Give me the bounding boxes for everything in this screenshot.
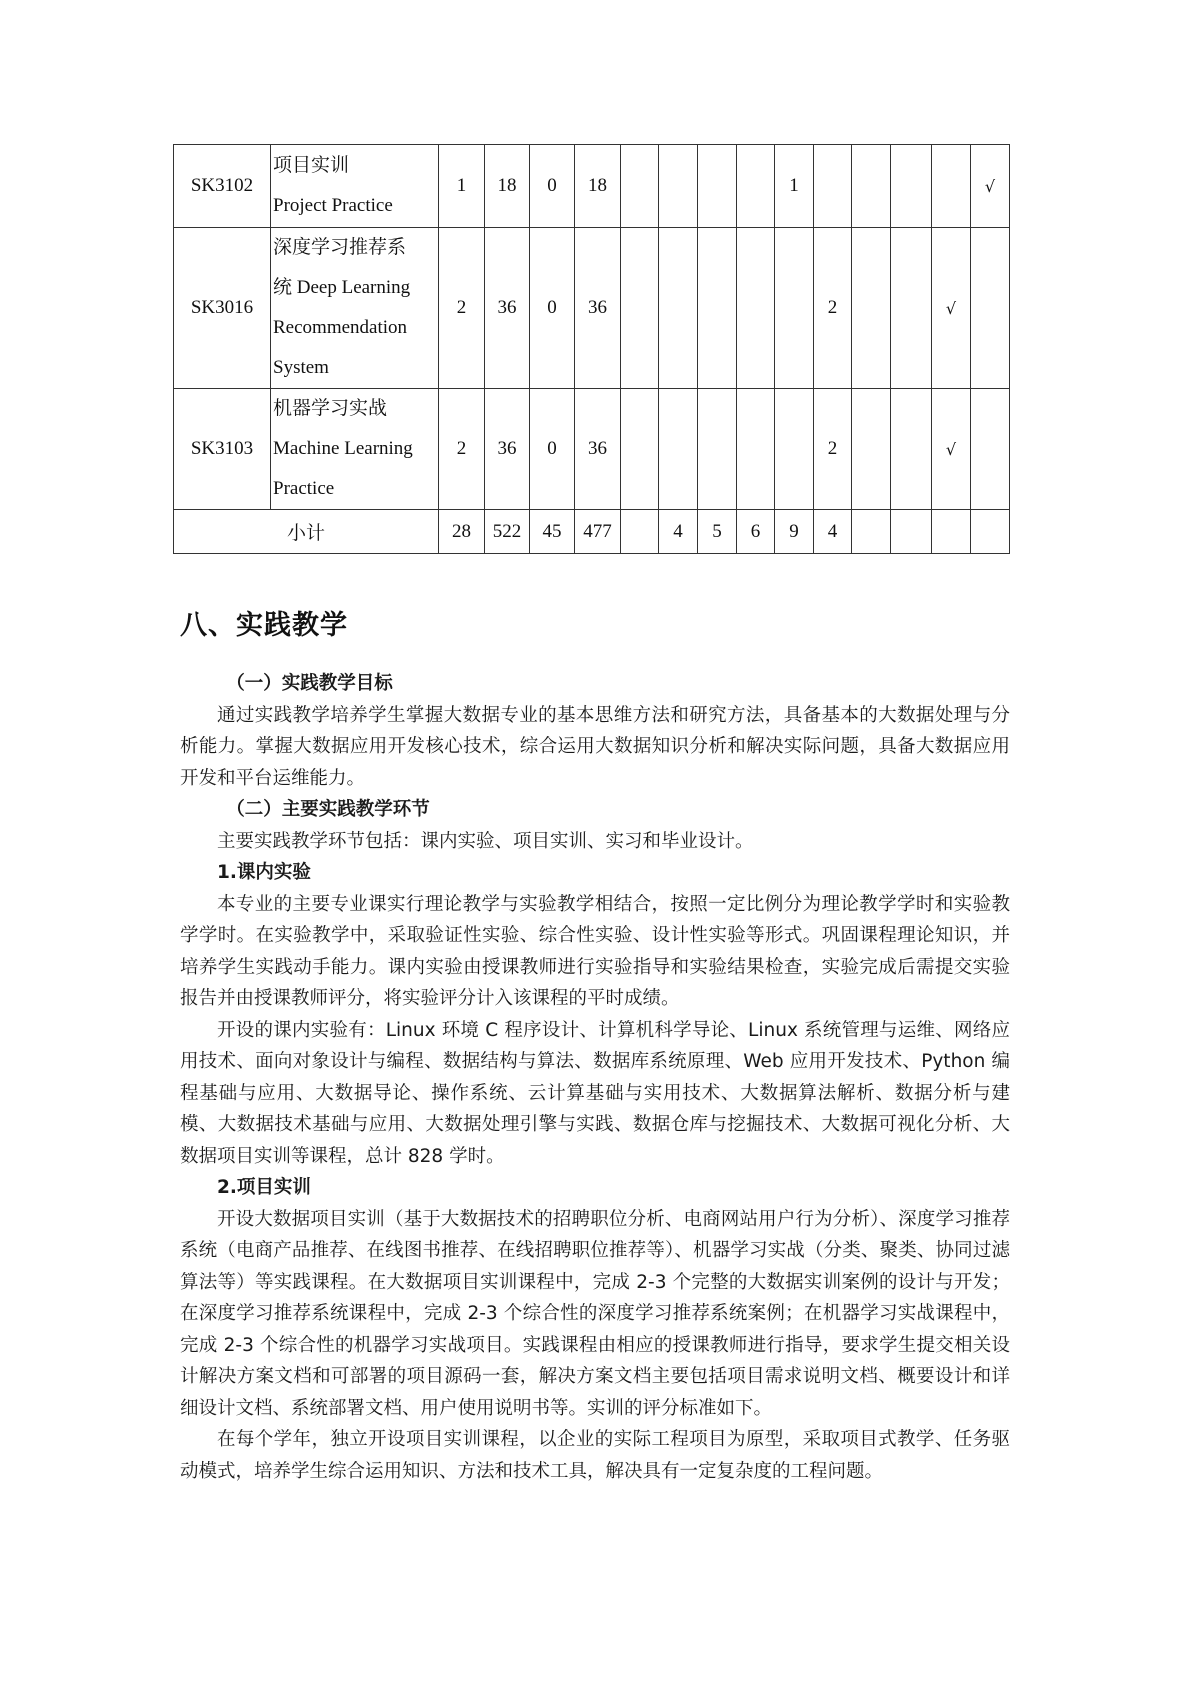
semester-4 <box>737 228 775 389</box>
subtotal-label: 小计 <box>174 510 439 554</box>
item-title-in-class-experiments: 1.课内实验 <box>217 862 311 883</box>
course-name: 机器学习实战 Machine Learning Practice <box>271 389 439 510</box>
theory-hours: 45 <box>530 510 575 554</box>
semester-8 <box>891 389 932 510</box>
total-hours: 36 <box>485 389 530 510</box>
semester-1 <box>621 228 659 389</box>
credits: 2 <box>439 228 485 389</box>
semester-8 <box>891 228 932 389</box>
course-code: SK3016 <box>174 228 271 389</box>
course-code: SK3102 <box>174 145 271 228</box>
semester-6: 2 <box>814 389 852 510</box>
elective-check <box>971 510 1010 554</box>
in-class-experiments-paragraph-2: 开设的课内实验有：Linux 环境 C 程序设计、计算机科学导论、Linux 系统管理与运维、网络应用技术、面向对象设计与编程、数据结构与算法、数据库系统原理、Web 应用开发技术、Python 编程基础与应用、大数据导论、操作系统、云计算基础与实用技术、大数据算法解析、数据分析与建模、大数据技术基础与应用、大数据处理引擎与实践、数据仓库与挖掘技术、大数据可视化分析、大数据项目实训等课程，总计 828 学时。 <box>180 1019 1010 1167</box>
semester-5 <box>775 228 814 389</box>
course-table <box>173 144 1010 554</box>
subtotal-row <box>174 510 1010 554</box>
elective-check <box>971 228 1010 389</box>
total-hours: 36 <box>485 228 530 389</box>
credits: 2 <box>439 389 485 510</box>
semester-5: 9 <box>775 510 814 554</box>
theory-hours: 0 <box>530 228 575 389</box>
semester-8 <box>891 510 932 554</box>
credits: 28 <box>439 510 485 554</box>
semester-4 <box>737 389 775 510</box>
course-name: 项目实训 Project Practice <box>271 145 439 228</box>
semester-2 <box>659 145 698 228</box>
semester-6: 4 <box>814 510 852 554</box>
objectives-paragraph: 通过实践教学培养学生掌握大数据专业的基本思维方法和研究方法，具备基本的大数据处理与分析能力。掌握大数据应用开发核心技术，综合运用大数据知识分析和解决实际问题，具备大数据应用开发和平台运维能力。 <box>180 704 1010 789</box>
semester-2 <box>659 389 698 510</box>
semester-7 <box>852 510 891 554</box>
item-title-project-training: 2.项目实训 <box>217 1177 311 1198</box>
course-code: SK3103 <box>174 389 271 510</box>
in-class-experiments-paragraph-1: 本专业的主要专业课实行理论教学与实验教学相结合，按照一定比例分为理论教学学时和实验教学学时。在实验教学中，采取验证性实验、综合性实验、设计性实验等形式。巩固课程理论知识，并培养学生实践动手能力。课内实验由授课教师进行实验指导和实验结果检查，实验完成后需提交实验报告并由授课教师评分，将实验评分计入该课程的平时成绩。 <box>180 893 1010 1009</box>
semester-4 <box>737 145 775 228</box>
elective-check: √ <box>971 145 1010 228</box>
theory-hours: 0 <box>530 145 575 228</box>
total-hours: 522 <box>485 510 530 554</box>
practice-hours: 36 <box>575 389 621 510</box>
required-check <box>932 510 971 554</box>
course-name: 深度学习推荐系 统 Deep Learning Recommendation System <box>271 228 439 389</box>
practice-teaching-section <box>180 606 1010 1487</box>
practice-hours: 36 <box>575 228 621 389</box>
project-training-paragraph-1: 开设大数据项目实训（基于大数据技术的招聘职位分析、电商网站用户行为分析）、深度学习推荐系统（电商产品推荐、在线图书推荐、在线招聘职位推荐等）、机器学习实战（分类、聚类、协同过滤算法等）等实践课程。在大数据项目实训课程中，完成 2-3 个完整的大数据实训案例的设计与开发；在深度学习推荐系统课程中，完成 2-3 个综合性的深度学习推荐系统案例；在机器学习实战课程中，完成 2-3 个综合性的机器学习实战项目。实践课程由相应的授课教师进行指导，要求学生提交相关设计解决方案文档和可部署的项目源码一套，解决方案文档主要包括项目需求说明文档、概要设计和详细设计文档、系统部署文档、用户使用说明书等。实训的评分标准如下。 <box>180 1208 1010 1419</box>
required-check <box>932 145 971 228</box>
subsection-title-main-links: （二）主要实践教学环节 <box>226 799 430 820</box>
semester-6 <box>814 145 852 228</box>
table-row <box>174 389 1010 510</box>
semester-3 <box>698 228 737 389</box>
semester-3 <box>698 389 737 510</box>
semester-3: 5 <box>698 510 737 554</box>
semester-7 <box>852 145 891 228</box>
semester-4: 6 <box>737 510 775 554</box>
elective-check <box>971 389 1010 510</box>
semester-1 <box>621 510 659 554</box>
main-links-paragraph: 主要实践教学环节包括：课内实验、项目实训、实习和毕业设计。 <box>217 830 754 852</box>
project-training-paragraph-2: 在每个学年，独立开设项目实训课程，以企业的实际工程项目为原型，采取项目式教学、任务驱动模式，培养学生综合运用知识、方法和技术工具，解决具有一定复杂度的工程问题。 <box>180 1429 1010 1482</box>
table-row <box>174 228 1010 389</box>
semester-5: 1 <box>775 145 814 228</box>
semester-7 <box>852 389 891 510</box>
table-row <box>174 145 1010 228</box>
practice-hours: 477 <box>575 510 621 554</box>
semester-7 <box>852 228 891 389</box>
required-check: √ <box>932 228 971 389</box>
semester-2: 4 <box>659 510 698 554</box>
total-hours: 18 <box>485 145 530 228</box>
semester-6: 2 <box>814 228 852 389</box>
semester-8 <box>891 145 932 228</box>
theory-hours: 0 <box>530 389 575 510</box>
required-check: √ <box>932 389 971 510</box>
semester-5 <box>775 389 814 510</box>
section-title: 八、实践教学 <box>180 610 348 641</box>
semester-3 <box>698 145 737 228</box>
practice-hours: 18 <box>575 145 621 228</box>
subsection-title-objectives: （一）实践教学目标 <box>226 673 393 694</box>
semester-2 <box>659 228 698 389</box>
semester-1 <box>621 145 659 228</box>
credits: 1 <box>439 145 485 228</box>
semester-1 <box>621 389 659 510</box>
